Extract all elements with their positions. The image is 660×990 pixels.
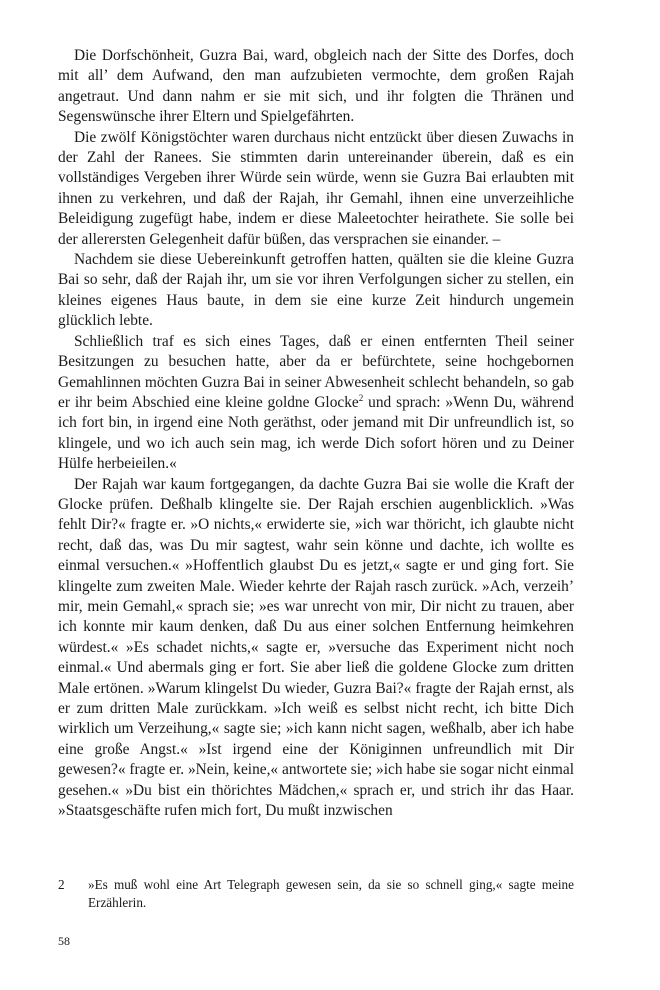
page-number: 58 <box>58 934 70 948</box>
footnote-text: »Es muß wohl eine Art Telegraph gewesen sein, da sie so schnell ging,« sagte meine Erzählerin. <box>88 877 574 910</box>
footnote <box>58 876 574 912</box>
paragraph <box>58 332 574 475</box>
paragraph: Nachdem sie diese Uebereinkunft getroffen hatten, quälten sie die kleine Guzra Bai so sehr, daß der Rajah ihr, um sie vor ihren Verfolgungen sicher zu stellen, ein kleines eigenes Haus baute, in dem sie eine kurze Zeit hindurch ungemein glücklich lebte. <box>58 251 574 330</box>
paragraph-text: und sprach: »Wenn Du, während ich fort bin, in irgend eine Noth geräthst, oder jemand mit Dir unfreundlich ist, so klingele, und wo ich auch sein mag, ich werde Dich sofort hören und zu Deiner Hülfe herbeieilen.« <box>58 393 574 473</box>
main-text <box>58 46 574 821</box>
page-body <box>58 46 574 821</box>
paragraph: Die Dorfschönheit, Guzra Bai, ward, obgleich nach der Sitte des Dorfes, doch mit all’ dem Aufwand, den man aufzubieten vermochte, dem großen Rajah angetraut. Und dann nahm er sie mit sich, und ihr folgten die Thränen und Segenswünsche ihrer Eltern und Spielgefährten. <box>58 47 574 126</box>
footnote-number: 2 <box>58 877 65 892</box>
paragraph-text: Schließlich traf es sich eines Tages, daß er einen entfernten Theil seiner Besitzungen zu besuchen hatte, aber da er befürchtete, seine hochgebornen Gemahlinnen möchten Guzra Bai in seiner Abwesenheit schlecht behandeln, so gab er ihr beim Abschied eine kleine goldne Glocke <box>58 332 574 411</box>
paragraph: Die zwölf Königstöchter waren durchaus nicht entzückt über diesen Zuwachs in der Zahl der Ranees. Sie stimmten darin untereinander überein, daß es ein vollständiges Vergeben ihrer Würde sein würde, wenn sie Guzra Bai erlaubten mit ihnen zu verkehren, und daß der Rajah, ihr Gemahl, ihnen eine unverzeihliche Beleidigung zugefügt habe, indem er diese Maleetochter heirathete. Sie solle bei der allerersten Gelegenheit dafür büßen, das versprachen sie einander. – <box>58 128 574 248</box>
paragraph: Der Rajah war kaum fortgegangen, da dachte Guzra Bai sie wolle die Kraft der Glocke prüfen. Deßhalb klingelte sie. Der Rajah erschien augenblicklich. »Was fehlt Dir?« fragte er. »O nichts,« erwiderte sie, »ich war thöricht, ich glaubte nicht recht, daß das, was Du mir sagtest, wahr sein könne und dachte, ich wollte es einmal versuchen.« »Hoffentlich glaubst Du es jetzt,« sagte er und ging fort. Sie klingelte zum zweiten Male. Wieder kehrte der Rajah rasch zurück. »Ach, verzeih’ mir, mein Gemahl,« sprach sie; »es war unrecht von mir, Dir nicht zu trauen, aber ich konnte mir kaum denken, daß Du aus einer solchen Entfernung heimkehren würdest.« »Es schadet nichts,« sagte er, »versuche das Experiment nicht noch einmal.« Und abermals ging er fort. Sie aber ließ die goldene Glocke zum dritten Male ertönen. »Warum klingelst Du wieder, Guzra Bai?« fragte der Rajah ernst, als er zum dritten Male zurückkam. »Ich weiß es selbst nicht recht, ich bitte Dich wirklich um Verzeihung,« sagte sie; »ich kann nicht sagen, weßhalb, aber ich habe eine große Angst.« »Ist irgend eine der Königinnen unfreundlich mit Dir gewesen?« fragte er. »Nein, keine,« antwortete sie; »ich habe sie sogar nicht einmal gesehen.« »Du bist ein thörichtes Mädchen,« sprach er, und strich ihr das Haar. »Staatsgeschäfte rufen mich fort, Du mußt inzwischen <box>58 475 574 820</box>
footnote-reference[interactable]: 2 <box>358 392 364 403</box>
